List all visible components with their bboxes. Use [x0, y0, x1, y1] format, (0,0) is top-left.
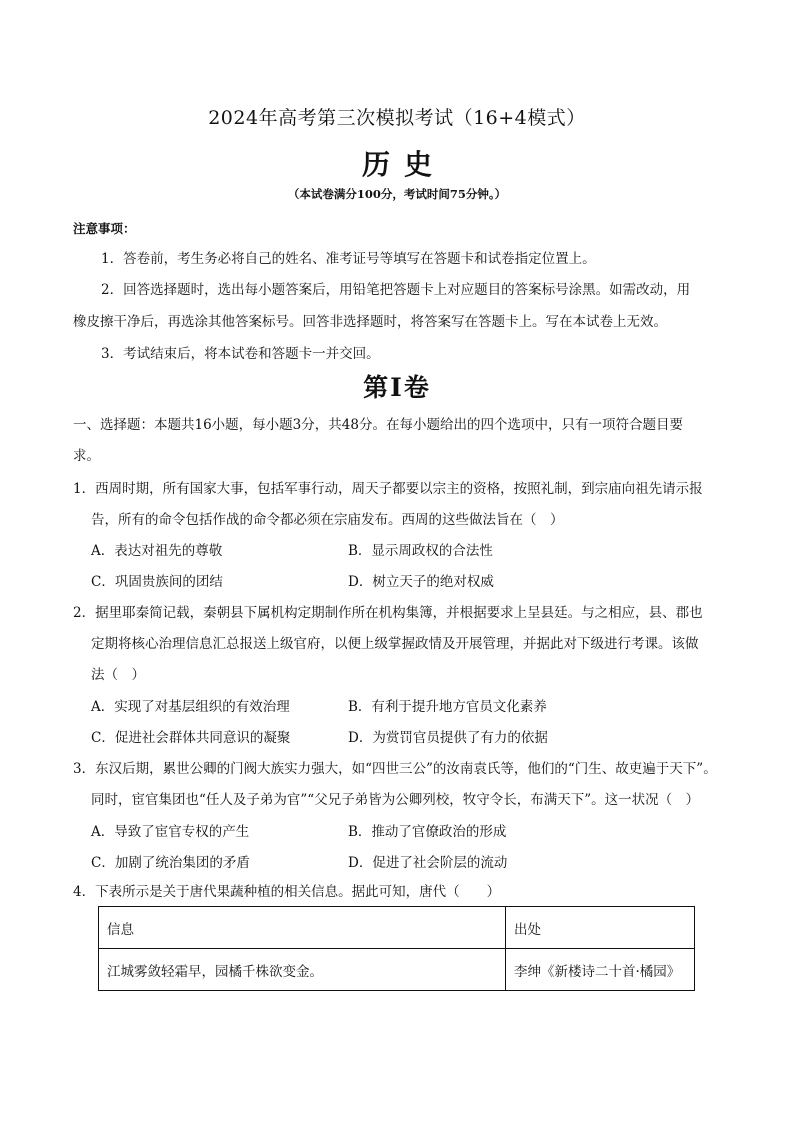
question-2-option-a: A．实现了对基层组织的有效治理 — [91, 699, 290, 715]
table-cell-source: 李绅《新楼诗二十首·橘园》 — [506, 949, 695, 991]
question-2-line-1: 2．据里耶秦简记载，秦朝县下属机构定期制作所在机构集簿，并根据要求上呈县廷。与之相应，县、郡也 — [73, 605, 703, 621]
section-instruction-line-2: 求。 — [73, 448, 100, 464]
table-cell-info: 江城雾敛轻霜早，园橘千株欲变金。 — [99, 949, 506, 991]
question-2-option-b: B．有利于提升地方官员文化素养 — [348, 699, 547, 715]
exam-title: 2024年高考第三次模拟考试（16+4模式） — [208, 107, 586, 129]
question-2-option-c: C．促进社会群体共同意识的凝聚 — [91, 730, 291, 746]
question-3-option-b: B．推动了官僚政治的形成 — [348, 824, 507, 840]
question-4-line-1: 4．下表所示是关于唐代果蔬种植的相关信息。据此可知，唐代（ ） — [73, 884, 501, 900]
question-2-option-d: D．为赏罚官员提供了有力的依据 — [348, 730, 548, 746]
section-title: 第I卷 — [363, 373, 431, 402]
question-1-option-c: C．巩固贵族间的团结 — [91, 574, 223, 590]
exam-note: （本试卷满分100分，考试时间75分钟。） — [287, 187, 507, 201]
question-2-line-2: 定期将核心治理信息汇总报送上级官府，以便上级掌握政情及开展管理，并据此对下级进行考课。该做 — [91, 636, 699, 652]
question-1-line-2: 告，所有的命令包括作战的命令都必须在宗庙发布。西周的这些做法旨在（ ） — [91, 512, 564, 528]
notice-heading: 注意事项： — [73, 221, 136, 236]
source-table — [98, 906, 695, 991]
notice-item-3: 3．考试结束后，将本试卷和答题卡一并交回。 — [101, 346, 380, 362]
question-1-option-a: A．表达对祖先的尊敬 — [91, 543, 223, 559]
question-3-option-d: D．促进了社会阶层的流动 — [348, 855, 508, 871]
question-3-option-a: A．导致了宦官专权的产生 — [91, 824, 250, 840]
table-row — [99, 949, 695, 991]
question-3-line-2: 同时，宦官集团也“任人及子弟为官”“父兄子弟皆为公卿列校，牧守令长，布满天下”。这一状况（ ） — [91, 792, 700, 808]
question-3-line-1: 3．东汉后期，累世公卿的门阀大族实力强大，如“四世三公”的汝南袁氏等，他们的“门生、故吏遍于天下”。 — [73, 761, 717, 777]
table-header-source: 出处 — [506, 907, 695, 949]
table-header-info: 信息 — [99, 907, 506, 949]
table-header-row — [99, 907, 695, 949]
question-1-option-d: D．树立天子的绝对权威 — [348, 574, 494, 590]
question-1-option-b: B．显示周政权的合法性 — [348, 543, 493, 559]
question-1-line-1: 1．西周时期，所有国家大事，包括军事行动，周天子都要以宗主的资格，按照礼制，到宗庙向祖先请示报 — [73, 481, 703, 497]
question-3-option-c: C．加剧了统治集团的矛盾 — [91, 855, 250, 871]
notice-item-2: 2．回答选择题时，选出每小题答案后，用铅笔把答题卡上对应题目的答案标号涂黑。如需改动，用 — [101, 282, 691, 298]
subject-title: 历史 — [361, 148, 446, 181]
notice-item-1: 1．答卷前，考生务必将自己的姓名、准考证号等填写在答题卡和试卷指定位置上。 — [101, 251, 596, 267]
notice-item-2-continued: 橡皮擦干净后，再选涂其他答案标号。回答非选择题时，将答案写在答题卡上。写在本试卷上无效。 — [73, 314, 667, 330]
section-instruction-line-1: 一、选择题：本题共16小题，每小题3分，共48分。在每小题给出的四个选项中，只有一项符合题目要 — [73, 417, 683, 433]
question-2-line-3: 法（ ） — [91, 667, 145, 683]
